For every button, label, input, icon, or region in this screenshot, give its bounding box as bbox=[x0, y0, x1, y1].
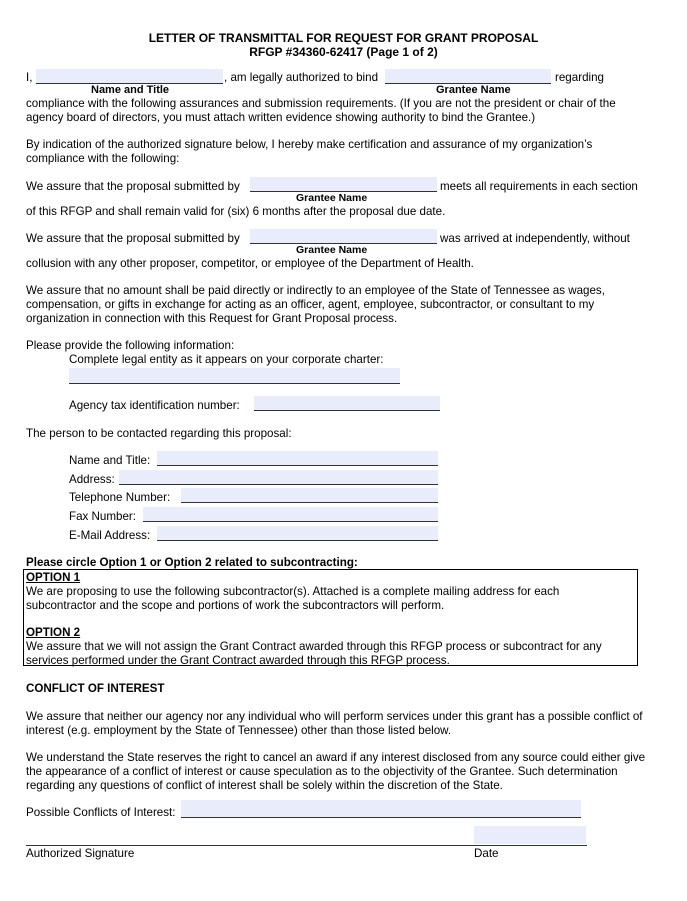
assure2-grantee-label: Grantee Name bbox=[296, 244, 368, 256]
contact-address-label: Address: bbox=[69, 473, 115, 486]
option2-line1: We assure that we will not assign the Grant Contract awarded through this RFGP process or subcontract for any bbox=[26, 640, 602, 653]
contact-email-label: E-Mail Address: bbox=[69, 529, 151, 542]
contact-fax-label: Fax Number: bbox=[69, 510, 137, 523]
possible-conflicts-label: Possible Conflicts of Interest: bbox=[26, 806, 176, 819]
contact-address-field[interactable] bbox=[119, 470, 438, 485]
option1-title[interactable]: OPTION 1 bbox=[26, 571, 81, 584]
indication-line2: compliance with the following: bbox=[26, 152, 180, 165]
conflict-p1-line2: interest (e.g. employment by the State of Tennessee) other than those listed below. bbox=[26, 724, 452, 737]
option1-line1: We are proposing to use the following subcontractor(s). Attached is a complete mailing address for each bbox=[26, 585, 560, 598]
subcontracting-heading: Please circle Option 1 or Option 2 related to subcontracting: bbox=[26, 556, 358, 569]
intro-text-line2: agency board of directors, you must attach written evidence showing authority to bind the Grantee.) bbox=[26, 111, 536, 124]
indication-line1: By indication of the authorized signature below, I hereby make certification and assurance of my organization’s bbox=[26, 138, 593, 151]
contact-name-field[interactable] bbox=[157, 451, 438, 466]
assure3-line1: We assure that no amount shall be paid directly or indirectly to an employee of the State of Tennessee as wages, bbox=[26, 284, 605, 297]
assure3-line3: organization in connection with this Request for Grant Proposal process. bbox=[26, 312, 398, 325]
date-label: Date bbox=[474, 847, 499, 860]
document-subtitle: RFGP #34360-62417 (Page 1 of 2) bbox=[249, 45, 438, 59]
conflict-heading: CONFLICT OF INTEREST bbox=[26, 682, 165, 695]
assure1-line2: of this RFGP and shall remain valid for (six) 6 months after the proposal due date. bbox=[26, 205, 446, 218]
intro-grantee-name-field[interactable] bbox=[385, 69, 551, 84]
contact-telephone-label: Telephone Number: bbox=[69, 491, 171, 504]
signature-label: Authorized Signature bbox=[26, 847, 135, 860]
intro-grantee-label: Grantee Name bbox=[436, 84, 511, 96]
name-title-field[interactable] bbox=[36, 69, 223, 84]
legal-entity-field[interactable] bbox=[69, 368, 400, 384]
option2-line2: services performed under the Grant Contract awarded through this RFGP process. bbox=[26, 654, 450, 667]
option1-line2: subcontractor and the scope and portions of work the subcontractors will perform. bbox=[26, 599, 445, 612]
assure1-prefix: We assure that the proposal submitted by bbox=[26, 180, 240, 193]
assure2-prefix: We assure that the proposal submitted by bbox=[26, 232, 240, 245]
legal-entity-label: Complete legal entity as it appears on your corporate charter: bbox=[69, 353, 384, 366]
possible-conflicts-field[interactable] bbox=[181, 800, 581, 818]
contact-email-field[interactable] bbox=[157, 526, 438, 541]
intro-text-line1: compliance with the following assurances and submission requirements. (If you are not the president or chair of the bbox=[26, 97, 616, 110]
intro-middle: , am legally authorized to bind bbox=[224, 71, 379, 84]
name-title-label: Name and Title bbox=[91, 84, 170, 96]
intro-suffix: regarding bbox=[555, 71, 604, 84]
conflict-p2-line3: regarding any questions of conflict of interest shall be solely within the discretion of the State. bbox=[26, 779, 503, 792]
assure2-grantee-field[interactable] bbox=[250, 229, 437, 244]
assure2-line2: collusion with any other proposer, competitor, or employee of the Department of Health. bbox=[26, 257, 474, 270]
assure2-suffix: was arrived at independently, without bbox=[440, 232, 630, 245]
assure3-line2: compensation, or gifts in exchange for acting as an officer, agent, employee, subcontractor, or consultant to my bbox=[26, 298, 595, 311]
tax-id-label: Agency tax identification number: bbox=[69, 399, 240, 412]
contact-telephone-field[interactable] bbox=[181, 488, 438, 503]
info-heading: Please provide the following information: bbox=[26, 339, 235, 352]
assure1-suffix: meets all requirements in each section bbox=[440, 180, 638, 193]
assure1-grantee-field[interactable] bbox=[250, 177, 437, 192]
conflict-p1-line1: We assure that neither our agency nor any individual who will perform services under this grant has a possible conflict of bbox=[26, 710, 643, 723]
contact-name-label: Name and Title: bbox=[69, 454, 151, 467]
contact-heading: The person to be contacted regarding this proposal: bbox=[26, 427, 292, 440]
conflict-p2-line2: the appearance of a conflict of interest or cause speculation as to the objectivity of the Grantee. Such determination bbox=[26, 765, 618, 778]
intro-prefix: I, bbox=[26, 71, 33, 84]
signature-line bbox=[26, 845, 587, 846]
assure1-grantee-label: Grantee Name bbox=[296, 192, 368, 204]
document-title: LETTER OF TRANSMITTAL FOR REQUEST FOR GRANT PROPOSAL bbox=[148, 31, 539, 45]
contact-fax-field[interactable] bbox=[143, 507, 438, 522]
tax-id-field[interactable] bbox=[254, 396, 440, 411]
date-field[interactable] bbox=[474, 826, 586, 844]
option2-title[interactable]: OPTION 2 bbox=[26, 626, 81, 639]
conflict-p2-line1: We understand the State reserves the right to cancel an award if any interest disclosed from any source could either give bbox=[26, 751, 646, 764]
